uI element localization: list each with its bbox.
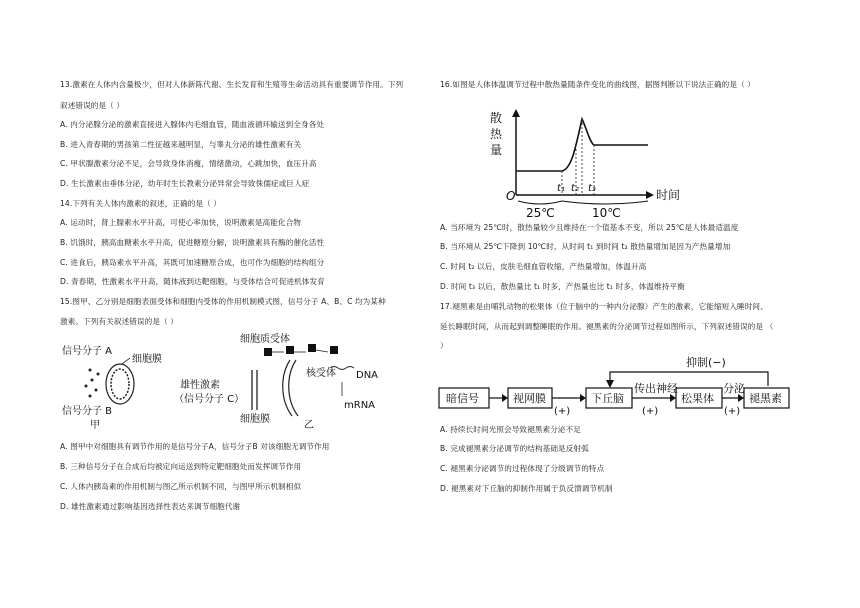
q15-label-cytoplasm-receptor: 细胞质受体	[240, 334, 290, 345]
q15-label-dna: DNA	[356, 370, 379, 381]
q15-label-nuclear-receptor: 核受体	[306, 368, 336, 379]
q16-option-b: B. 当环境从 25℃下降到 10℃时，从时间 t₁ 到时间 t₂ 散热量增加是因为产热量增加	[440, 242, 731, 251]
q14-option-c: C. 进食后，胰岛素水平升高，其既可加速糖原合成，也可作为细胞的结构组分	[60, 258, 325, 267]
q16-option-a: A. 当环境为 25℃时，散热量较少且维持在一个值基本不变，所以 25℃是人体最适温度	[440, 223, 739, 232]
q17-label-nerve: 传出神经	[634, 382, 678, 395]
q17-option-c: C. 褪黑素分泌调节的过程体现了分级调节的特点	[440, 464, 605, 473]
q17-label-pineal: 松果体	[681, 392, 714, 405]
q15-stem-line2: 激素。下列有关叙述错误的是（ ）	[60, 317, 178, 326]
q15-cell-membrane-shape	[106, 364, 134, 404]
q15-option-a: A. 图甲中对细胞具有调节作用的是信号分子A，信号分子B 对该细胞无调节作用	[60, 442, 330, 451]
q16-t2: t₂	[571, 183, 579, 194]
q17-stem-line2: 延长睡眠时间，从而起到调整睡眠的作用。褪黑素的分泌调节过程如图所示，下列叙述错误的是 （	[440, 322, 774, 331]
q16-option-c: C. 时间 t₂ 以后，皮肤毛细血管收缩，产热量增加，体温升高	[440, 262, 647, 271]
q16-xlabel: 时间	[656, 188, 681, 202]
q17-plus-1: (+)	[554, 406, 571, 417]
q17-plus-3: (+)	[724, 406, 741, 417]
q17-label-secrete: 分泌	[723, 382, 745, 395]
q16-stem: 16.如图是人体体温调节过程中散热量随条件变化的曲线图，据图判断以下说法正确的是（ ）	[440, 80, 755, 89]
q14-option-a: A. 运动时，肾上腺素水平升高，可使心率加快，说明激素是高能化合物	[60, 218, 301, 227]
q16-t3: t₃	[588, 183, 596, 194]
q16-temp-10: 10℃	[592, 206, 621, 220]
q16-heat-dissipation-graph	[480, 105, 680, 220]
q13-option-d: D. 生长激素由垂体分泌，幼年时生长教素分泌异常会导致侏儒症或巨人症	[60, 179, 310, 188]
q13-option-c: C. 甲状腺激素分泌不足，会导致身体消瘦，情绪激动，心跳加快，血压升高	[60, 159, 317, 168]
q17-label-retina: 视网膜	[513, 392, 546, 405]
q17-label-hypothalamus: 下丘脑	[591, 392, 624, 405]
q15-option-d: D. 雄性激素通过影响基因选择性表达来调节细胞代谢	[60, 502, 241, 511]
q13-stem-line2: 叙述错误的是（ ）	[60, 101, 125, 110]
q15-label-membrane: 细胞膜	[132, 354, 162, 365]
q14-option-d: D. 青春期，性激素水平升高，随体液到达靶细胞，与受体结合可促进机体发育	[60, 277, 325, 286]
q15-label-hormone-c: （信号分子 C）	[174, 394, 245, 405]
q15-label-hormone: 雄性激素	[180, 380, 220, 391]
q17-plus-2: (+)	[642, 406, 659, 417]
q15-figure-yi	[174, 330, 410, 431]
q16-ylabel-1: 散	[490, 111, 503, 125]
q17-option-b: B. 完成褪黑素分泌调节的结构基础是反射弧	[440, 444, 589, 453]
q15-figure-jia	[60, 340, 180, 430]
q17-option-d: D. 褪黑素对下丘脑的抑制作用属于负反馈调节机制	[440, 484, 613, 493]
q16-t1: t₁	[557, 183, 565, 194]
q15-stem-line1: 15.图甲、乙分别是细胞表面受体和细胞内受体的作用机制模式图，信号分子 A、B、C 均为某种	[60, 297, 386, 306]
q16-ylabel-3: 量	[490, 143, 503, 157]
q16-temp-25: 25℃	[526, 206, 555, 220]
q13-option-b: B. 进入青春期的男孩第二性征越来越明显，与睾丸分泌的雄性激素有关	[60, 140, 302, 149]
q16-origin: O	[506, 189, 516, 203]
q17-label-inhibit: 抑制(−)	[686, 356, 726, 369]
q15-label-jia: 甲	[90, 420, 100, 431]
q15-label-membrane-2: 细胞膜	[240, 414, 270, 425]
q17-stem-line3: ）	[440, 341, 448, 350]
q15-option-c: C. 人体内胰岛素的作用机制与图乙所示机制不同，与图甲所示机制相似	[60, 482, 302, 491]
q15-option-b: B. 三种信号分子在合成后均被定向运送到特定靶细胞处而发挥调节作用	[60, 462, 302, 471]
q17-melatonin-flow-diagram	[438, 352, 790, 416]
q15-label-yi: 乙	[304, 420, 314, 431]
q13-stem-line1: 13.激素在人体内含量极少，但对人体新陈代谢、生长发育和生殖等生命活动具有重要调节作用。下列	[60, 80, 404, 89]
q17-label-melatonin: 褪黑素	[749, 392, 782, 405]
q13-option-a: A. 内分泌腺分泌的激素直接进入腺体内毛细血管，随血液循环输送到全身各处	[60, 120, 325, 129]
q15-label-mrna: mRNA	[344, 400, 376, 411]
q17-stem-line1: 17.褪黑素是由哺乳动物的松果体（位于脑中的一种内分泌腺）产生的激素，它能缩短入睡时间、	[440, 302, 768, 311]
q17-option-a: A. 持续长时间光照会导致褪黑素分泌不足	[440, 425, 581, 434]
q14-option-b: B. 饥饿时，胰高血糖素水平升高，促进糖原分解，说明激素具有酶的催化活性	[60, 238, 325, 247]
q16-ylabel-2: 热	[490, 127, 503, 141]
q14-stem: 14.下列有关人体内激素的叙述，正确的是（ ）	[60, 199, 222, 208]
q16-option-d: D. 时间 t₃ 以后，散热量比 t₁ 时多，产热量也比 t₁ 时多，体温维持平衡	[440, 282, 685, 291]
q15-label-signal-a: 信号分子 A	[62, 346, 113, 357]
q17-label-dark: 暗信号	[446, 392, 479, 405]
q15-label-signal-b: 信号分子 B	[62, 406, 113, 417]
